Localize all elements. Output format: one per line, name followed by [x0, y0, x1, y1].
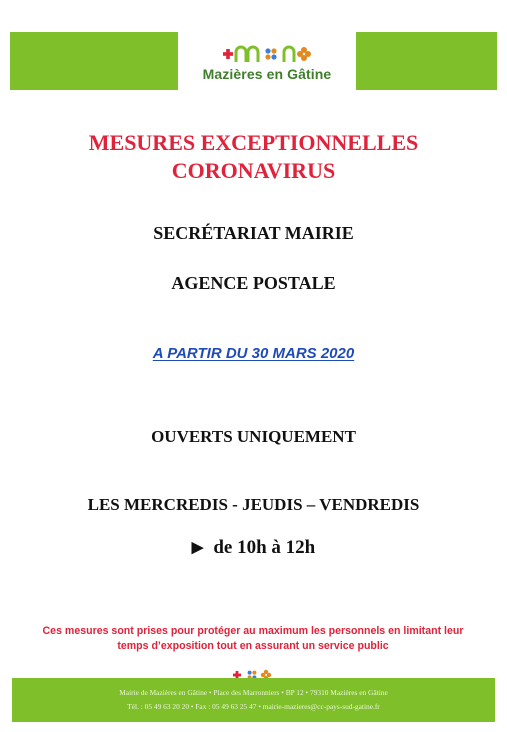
logo-text: Mazières en Gâtine [202, 66, 332, 82]
footer-contact: Tél. : 05 49 63 20 20 • Fax : 05 49 63 25 47 • mairie-mazieres@cc-pays-sud-gatine.fr [127, 702, 380, 711]
town-logo [178, 20, 356, 104]
footer-band [12, 678, 495, 722]
opening-days: LES MERCREDIS - JEUDIS – VENDREDIS [87, 495, 420, 514]
title-line-2: CORONAVIRUS [171, 158, 336, 183]
footer-address: Mairie de Mazières en Gâtine • Place des Marronniers • BP 12 • 79310 Mazières en Gâtine [119, 688, 388, 697]
opening-label: OUVERTS UNIQUEMENT [151, 427, 356, 446]
opening-hours [0, 537, 507, 559]
title-line-1: MESURES EXCEPTIONNELLES [88, 130, 419, 155]
opening-hours-text: de 10h à 12h [213, 537, 316, 558]
service-postal-agency: AGENCE POSTALE [171, 273, 336, 293]
start-date-text: A PARTIR DU 30 MARS 2020 [152, 345, 355, 362]
notice-line-2: temps d’exposition tout en assurant un service public [117, 640, 389, 652]
arrow-right-icon: ▶ [191, 540, 204, 556]
notice-line-1: Ces mesures sont prises pour protéger au maximum les personnels en limitant leur [42, 625, 464, 637]
service-secretariat: SECRÉTARIAT MAIRIE [153, 223, 354, 243]
notice [28, 624, 478, 654]
logo-mark-icon [222, 40, 320, 64]
start-date [0, 345, 507, 363]
header-band [10, 20, 497, 104]
